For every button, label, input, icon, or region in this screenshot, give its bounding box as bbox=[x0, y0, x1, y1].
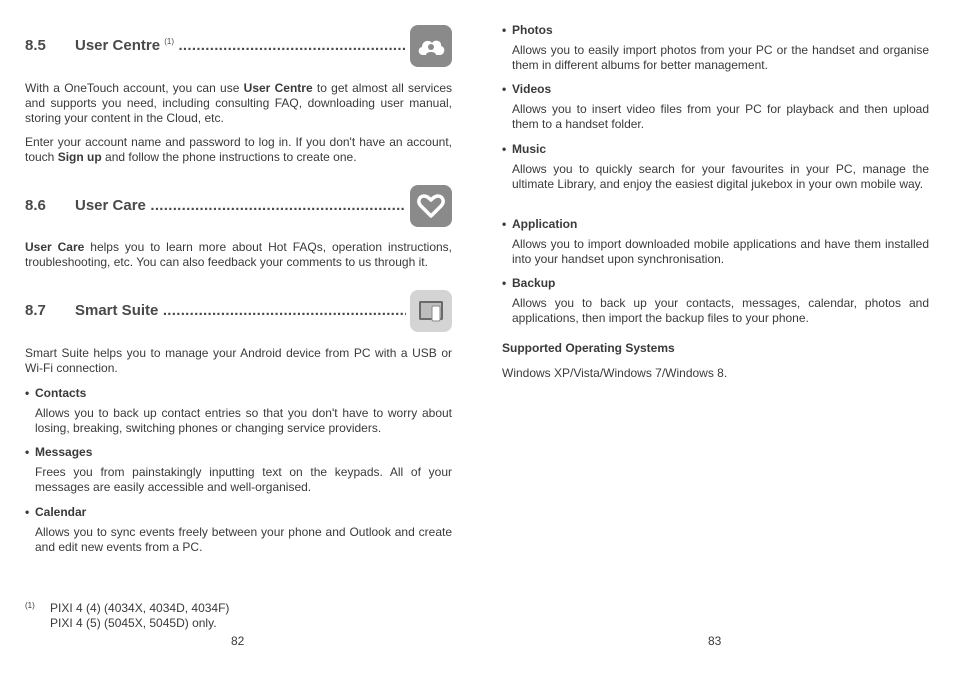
application-description: Allows you to import downloaded mobile applications and have them installed into your handset upon synchronisation. bbox=[512, 237, 929, 266]
heart-icon bbox=[410, 185, 452, 227]
page-right: • Photos Allows you to easily import photos from your PC or the handset and organise them in different albums for better management. • Videos Allows you to insert video files from your PC for playback and then upload them to a handset folder. • Music Allows you to quickly search for your favourites in your PC, manage the ultimate Library, and enjoy the easiest digital jukebox in your own mobile way. • Application Allows you to import downloaded mobile applications and have them installed into your handset upon synchronisation. • Backup Allows you to back up your contacts, messages, calendar, photos and applications, then import the backup files to your phone. Supported Operating Systems Windows XP/Vista/Windows 7/Windows 8. 83 bbox=[502, 23, 929, 648]
supported-os-heading: Supported Operating Systems bbox=[502, 341, 675, 355]
section-title: User Care ..... bbox=[75, 197, 406, 214]
contacts-description: Allows you to back up contact entries so that you don't have to worry about losing, breaking, switching phones or changing service providers. bbox=[35, 406, 452, 435]
music-description: Allows you to quickly search for your favourites in your PC, manage the ultimate Library, and enjoy the easiest digital jukebox in your own mobile way. bbox=[512, 162, 929, 191]
user-care-intro: User Care helps you to learn more about Hot FAQs, operation instructions, troubleshooting, etc. You can also feedback your comments to us through it. bbox=[25, 240, 453, 269]
messages-description: Frees you from painstakingly inputting text on the keypads. All of your messages are easily accessible and well-organised. bbox=[35, 465, 452, 494]
calendar-description: Allows you to sync events freely between your phone and Outlook and create and edit new events from a PC. bbox=[35, 525, 452, 554]
user-centre-intro: With a OneTouch account, you can use User Centre to get almost all services and supports you need, including consulting FAQ, downloading user manual, storing your content in the Cloud, etc. bbox=[25, 81, 453, 125]
backup-description: Allows you to back up your contacts, messages, calendar, photos and applications, then import the backup files to your phone. bbox=[512, 296, 929, 325]
user-centre-login: Enter your account name and password to log in. If you don't have an account, touch Sign up and follow the phone instructions to create one. bbox=[25, 135, 452, 164]
cloud-user-icon bbox=[410, 25, 452, 67]
footnote-ref: (1) bbox=[164, 37, 174, 46]
tablet-icon bbox=[410, 290, 452, 332]
section-8-6-heading bbox=[25, 185, 452, 229]
section-number: 8.6 bbox=[25, 197, 46, 214]
page-left: 8.5 User Centre $^{(1)}$ ..... With a OneTouch account, you can use User Centre to get almost all services and supports you need, including consulting FAQ, downloading user manual, storing your content in the Cloud, etc. Enter your account name and password to log in. If you don't have an account, touch Sign up and follow the phone instructions to create one. 8.6 User Care ..... User Care helps you to learn more about Hot FAQs, operation instructions, troubleshooting, etc. You can also feedback your comments to us through it. 8.7 Smart Suite ..... Smart Suite helps you to manage your Android device from PC with a USB or Wi-Fi connection. • Contacts Allows you to back up contact entries so that you don't have to worry about losing, breaking, switching phones or changing service providers. • Messages Frees you from painstakingly inputting text on the keypads. All of your messages are easily accessible and well-organised. • Calendar Allows you to sync events freely between your phone and Outlook and create and edit new events from a PC. (1) PIXI 4 (4) (4034X, 4034D, 4034F) PIXI 4 (5) (5045X, 5045D) only. 82 bbox=[0, 0, 477, 678]
videos-description: Allows you to insert video files from your PC for playback and then upload them to a handset folder. bbox=[512, 102, 929, 131]
page-number: 83 bbox=[708, 634, 722, 648]
photos-description: Allows you to easily import photos from your PC or the handset and organise them in different albums for better management. bbox=[512, 43, 929, 72]
section-number: 8.7 bbox=[25, 302, 46, 319]
smart-suite-intro: Smart Suite helps you to manage your Android device from PC with a USB or Wi-Fi connection. bbox=[25, 346, 452, 375]
section-8-7-heading bbox=[25, 290, 452, 334]
footnote-line-1: PIXI 4 (4) (4034X, 4034D, 4034F) bbox=[50, 601, 230, 615]
section-title: User Centre $^{(1)}$ ..... bbox=[75, 37, 406, 54]
section-8-5-heading bbox=[25, 25, 452, 69]
section-title: Smart Suite ..... bbox=[75, 302, 406, 319]
footnote-line-2: PIXI 4 (5) (5045X, 5045D) only. bbox=[50, 616, 217, 630]
page-number: 82 bbox=[231, 634, 245, 648]
supported-os-text: Windows XP/Vista/Windows 7/Windows 8. bbox=[502, 366, 728, 380]
footnote-mark: (1) bbox=[25, 601, 35, 610]
section-number: 8.5 bbox=[25, 37, 46, 54]
